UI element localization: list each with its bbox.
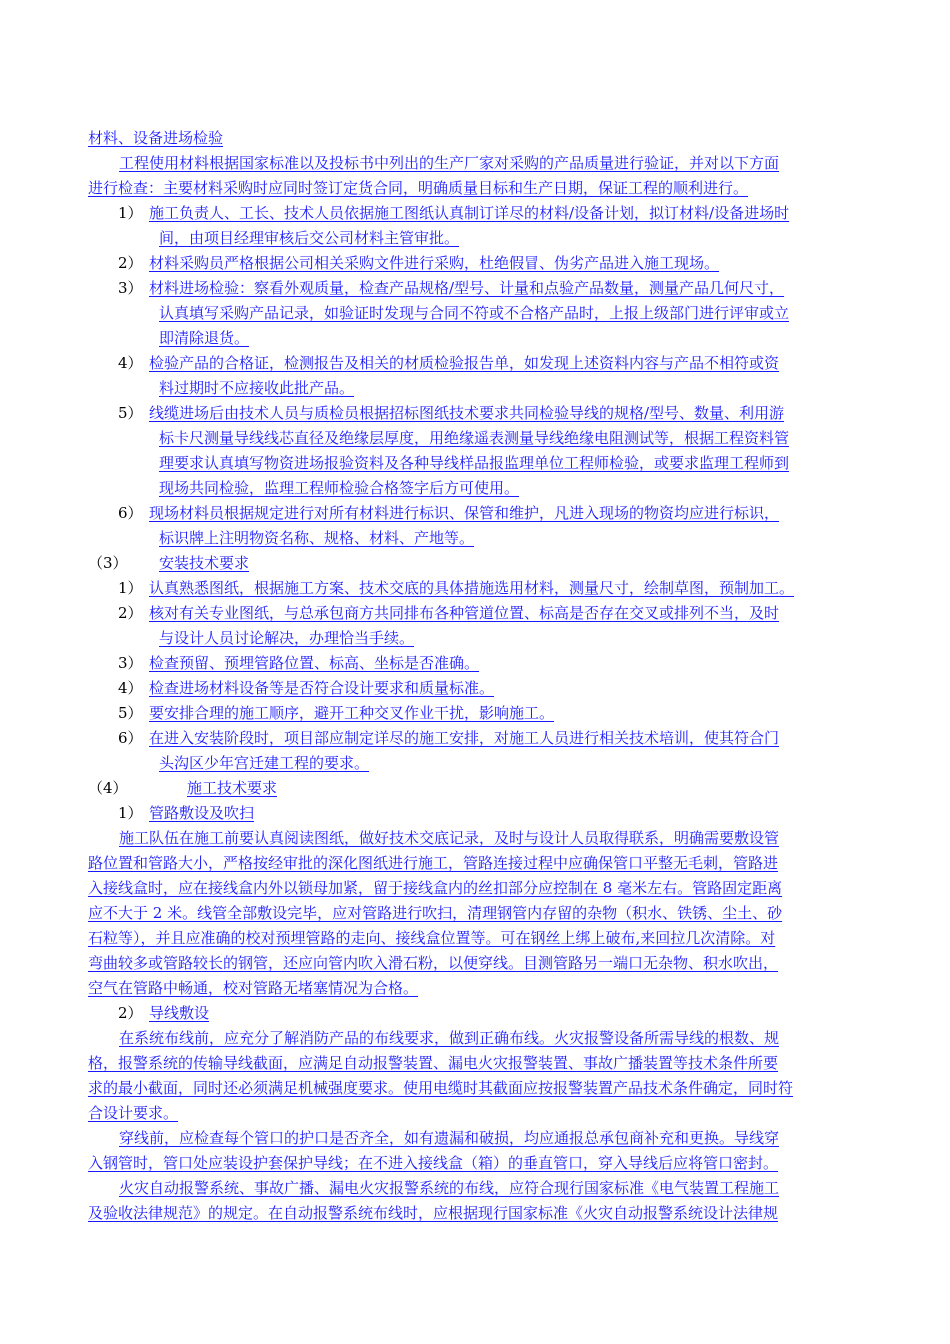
item-a5-number: 5） — [118, 404, 143, 422]
section-3-number: （3） — [88, 554, 128, 572]
item-a1-number: 1） — [118, 204, 143, 222]
para1-line-6: 弯曲较多或管路较长的钢管，还应向管内吹入滑石粉，以便穿线。目测管路另一端口无杂物、积水吹出， — [88, 954, 779, 972]
intro-line-1: 工程使用材料根据国家标准以及投标书中列出的生产厂家对采购的产品质量进行验证，并对以下方面 — [119, 154, 780, 172]
item-a4-line-2: 料过期时不应接收此批产品。 — [159, 379, 355, 397]
subsection-1-title: 管路敷设及吹扫 — [149, 804, 255, 822]
item-b6-line-1: 在进入安装阶段时，项目部应制定详尽的施工安排，对施工人员进行相关技术培训，使其符合门 — [149, 729, 780, 747]
item-a6-line-2: 标识牌上注明物资名称、规格、材料、产地等。 — [159, 529, 475, 547]
subsection-2-title: 导线敷设 — [149, 1004, 210, 1022]
intro-line-2: 进行检查：主要材料采购时应同时签订定货合同，明确质量目标和生产日期，保证工程的顺利进行。 — [88, 179, 749, 197]
item-a3-line-3: 即清除退货。 — [159, 329, 250, 347]
para4-line-2: 及验收法律规范》的规定。在自动报警系统布线时，应根据现行国家标准《火灾自动报警系统设计法律规 — [88, 1204, 779, 1222]
para1-line-2: 路位置和管路大小，严格按经审批的深化图纸进行施工，管路连接过程中应确保管口平整无毛刺，管路进 — [88, 854, 779, 872]
item-a6-line-1: 现场材料员根据规定进行对所有材料进行标识、保管和维护，凡进入现场的物资均应进行标识， — [149, 504, 780, 522]
item-a2-number: 2） — [118, 254, 143, 272]
item-b4-line-1: 检查进场材料设备等是否符合设计要求和质量标准。 — [149, 679, 495, 697]
item-a2-line-1: 材料采购员严格根据公司相关采购文件进行采购，杜绝假冒、伪劣产品进入施工现场。 — [149, 254, 720, 272]
item-b5-number: 5） — [118, 704, 143, 722]
item-b2-number: 2） — [118, 604, 143, 622]
item-a5-line-3: 理要求认真填写物资进场报验资料及各种导线样品报监理单位工程师检验，或要求监理工程师到 — [159, 454, 790, 472]
para4-line-1: 火灾自动报警系统、事故广播、漏电火灾报警系统的布线，应符合现行国家标准《电气装置工程施工 — [119, 1179, 780, 1197]
item-b6-line-2: 头沟区少年宫迁建工程的要求。 — [159, 754, 370, 772]
item-b5-line-1: 要安排合理的施工顺序，避开工种交叉作业干扰，影响施工。 — [149, 704, 555, 722]
item-b2-line-1: 核对有关专业图纸，与总承包商方共同排布各种管道位置、标高是否存在交叉或排列不当，及时 — [149, 604, 780, 622]
para1-line-3: 入接线盒时，应在接线盒内外以锁母加紧，留于接线盒内的丝扣部分应控制在 8 毫米左右。管路固定距离 — [88, 879, 783, 897]
para1-line-1: 施工队伍在施工前要认真阅读图纸，做好技术交底记录，及时与设计人员取得联系，明确需要敷设管 — [119, 829, 780, 847]
item-a5-line-1: 线缆进场后由技术人员与质检员根据招标图纸技术要求共同检验导线的规格/型号、数量、利用游 — [149, 404, 785, 422]
item-b1-number: 1） — [118, 579, 143, 597]
item-a1-line-2: 间，由项目经理审核后交公司材料主管审批。 — [159, 229, 460, 247]
item-b6-number: 6） — [118, 729, 143, 747]
item-b1-line-1: 认真熟悉图纸，根据施工方案、技术交底的具体措施选用材料，测量尺寸，绘制草图，预制加工。 — [149, 579, 795, 597]
para2-line-1: 在系统布线前，应充分了解消防产品的布线要求，做到正确布线。火灾报警设备所需导线的根数、规 — [119, 1029, 780, 1047]
section-title: 材料、设备进场检验 — [88, 129, 224, 147]
item-a5-line-2: 标卡尺测量导线线芯直径及绝缘层厚度，用绝缘遥表测量导线绝缘电阻测试等，根据工程资料管 — [159, 429, 790, 447]
item-b3-number: 3） — [118, 654, 143, 672]
item-a5-line-4: 现场共同检验，监理工程师检验合格签字后方可使用。 — [159, 479, 520, 497]
item-a3-line-2: 认真填写采购产品记录，如验证时发现与合同不符或不合格产品时，上报上级部门进行评审或立 — [159, 304, 790, 322]
item-a6-number: 6） — [118, 504, 143, 522]
item-a1-line-1: 施工负责人、工长、技术人员依据施工图纸认真制订详尽的材料/设备计划，拟订材料/设备进场时 — [149, 204, 790, 222]
item-a4-number: 4） — [118, 354, 143, 372]
para3-line-1: 穿线前，应检查每个管口的护口是否齐全，如有遗漏和破损，均应通报总承包商补充和更换。导线穿 — [119, 1129, 780, 1147]
para2-line-3: 求的最小截面，同时还必须满足机械强度要求。使用电缆时其截面应按报警装置产品技术条件确定，同时符 — [88, 1079, 794, 1097]
para1-line-5: 石粒等），并且应准确的校对预埋管路的走向、接线盒位置等。可在钢丝上绑上破布,来回拉几次清除。对 — [88, 929, 776, 947]
subsection-1-number: 1） — [118, 804, 143, 822]
para2-line-4: 合设计要求。 — [88, 1104, 179, 1122]
item-a3-line-1: 材料进场检验：察看外观质量，检查产品规格/型号、计量和点验产品数量，测量产品几何尺寸， — [149, 279, 785, 297]
item-b3-line-1: 检查预留、预埋管路位置、标高、坐标是否准确。 — [149, 654, 480, 672]
subsection-2-number: 2） — [118, 1004, 143, 1022]
para1-line-7: 空气在管路中畅通，校对管路无堵塞情况为合格。 — [88, 979, 419, 997]
item-b2-line-2: 与设计人员讨论解决，办理恰当手续。 — [159, 629, 415, 647]
item-b4-number: 4） — [118, 679, 143, 697]
item-a4-line-1: 检验产品的合格证，检测报告及相关的材质检验报告单，如发现上述资料内容与产品不相符或资 — [149, 354, 780, 372]
section-3-title: 安装技术要求 — [159, 554, 250, 572]
para1-line-4: 应不大于 2 米。线管全部敷设完毕，应对管路进行吹扫，清理钢管内存留的杂物（积水、铁锈、尘土、砂 — [88, 904, 783, 922]
section-4-title: 施工技术要求 — [187, 779, 278, 797]
para2-line-2: 格，报警系统的传输导线截面，应满足自动报警装置、漏电火灾报警装置、事故广播装置等技术条件所要 — [88, 1054, 779, 1072]
item-a3-number: 3） — [118, 279, 143, 297]
section-4-number: （4） — [88, 779, 128, 797]
para3-line-2: 入钢管时，管口处应装设护套保护导线；在不进入接线盒（箱）的垂直管口，穿入导线后应将管口密封。 — [88, 1154, 779, 1172]
